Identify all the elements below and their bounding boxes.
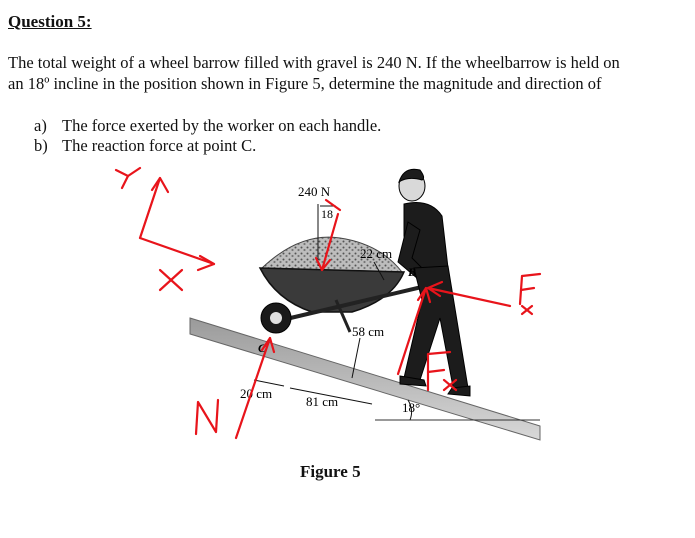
problem-line-1: The total weight of a wheel barrow filled with gravel is 240 N. If the wheelbarrow is held on [8,53,620,72]
problem-line-2: an 18º incline in the position shown in Figure 5, determine the magnitude and direction of [8,74,602,93]
part-b-label: b) [34,136,48,155]
part-b-text: The reaction force at point C. [62,136,257,155]
incline-angle-label: 18° [402,400,421,415]
y-axis-arrow [140,178,160,238]
y-letter [116,168,140,176]
dim-20-label: 20 cm [240,386,273,401]
weight-label: 240 N [298,184,331,199]
weight-angle-label: 18 [321,207,333,221]
n-letter [196,400,218,434]
question-heading: Question 5: [8,12,92,31]
part-a-text: The force exerted by the worker on each handle. [62,116,382,135]
worker [398,169,470,396]
dim-22-label: 22 cm [360,246,393,261]
point-b-label: B [408,265,417,279]
figure-caption: Figure 5 [300,462,361,481]
dim-58-label: 58 cm [352,324,385,339]
wheel-hub [270,312,282,324]
part-a-label: a) [34,116,47,135]
x-axis-arrow [140,238,214,264]
point-c-label: C [258,341,267,355]
dim-81-label: 81 cm [306,394,339,409]
